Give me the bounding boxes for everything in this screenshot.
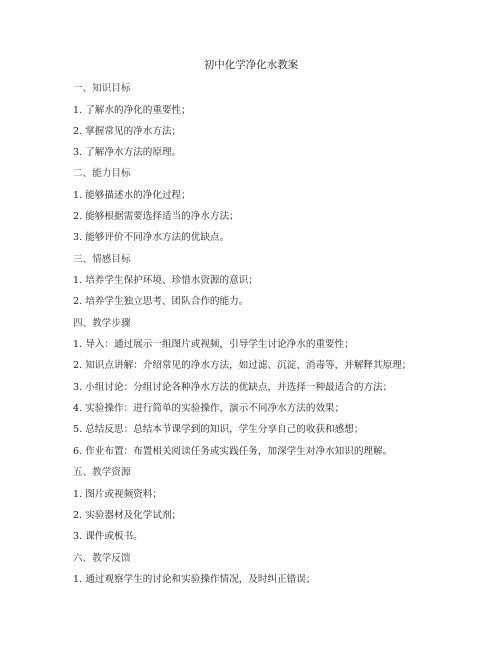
list-item: 3. 能够评价不同净水方法的优缺点。 [73,232,230,243]
list-item: 5. 总结反思：总结本节课学到的知识，学生分享自己的收获和感想； [73,424,364,435]
list-item: 4. 实验操作：进行简单的实验操作，演示不同净水方法的效果； [73,403,345,414]
section-heading-knowledge: 一、知识目标 [73,83,131,94]
section-heading-ability: 二、能力目标 [73,168,131,179]
list-item: 3. 小组讨论：分组讨论各种净水方法的优缺点，并选择一种最适合的方法； [73,382,393,393]
section-heading-steps: 四、教学步骤 [73,318,131,329]
list-item: 2. 培养学生独立思考、团队合作的能力。 [73,296,249,307]
list-item: 2. 知识点讲解：介绍常见的净水方法，如过滤、沉淀、消毒等，并解释其原理； [73,360,412,371]
list-item: 1. 通过观察学生的讨论和实验操作情况，及时纠正错误； [73,574,316,585]
list-item: 6. 作业布置：布置相关阅读任务或实践任务，加深学生对净水知识的理解。 [73,446,393,457]
list-item: 1. 图片或视频资料； [73,489,162,500]
list-item: 2. 能够根据需要选择适当的净水方法； [73,211,239,222]
list-item: 1. 培养学生保护环境、珍惜水资源的意识； [73,275,258,286]
list-item: 1. 能够描述水的净化过程； [73,190,191,201]
list-item: 3. 了解净水方法的原理。 [73,147,182,158]
section-heading-feedback: 六、教学反馈 [73,553,131,564]
section-heading-emotion: 三、情感目标 [73,254,131,265]
list-item: 1. 了解水的净化的重要性； [73,105,191,116]
list-item: 1. 导入：通过展示一组图片或视频，引导学生讨论净水的重要性； [73,339,354,350]
list-item: 2. 掌握常见的净水方法； [73,126,182,137]
list-item: 3. 课件或板书。 [73,531,143,542]
section-heading-resources: 五、教学资源 [73,467,131,478]
list-item: 2. 实验器材及化学试剂； [73,510,182,521]
document-title: 初中化学净化水教案 [203,59,299,71]
